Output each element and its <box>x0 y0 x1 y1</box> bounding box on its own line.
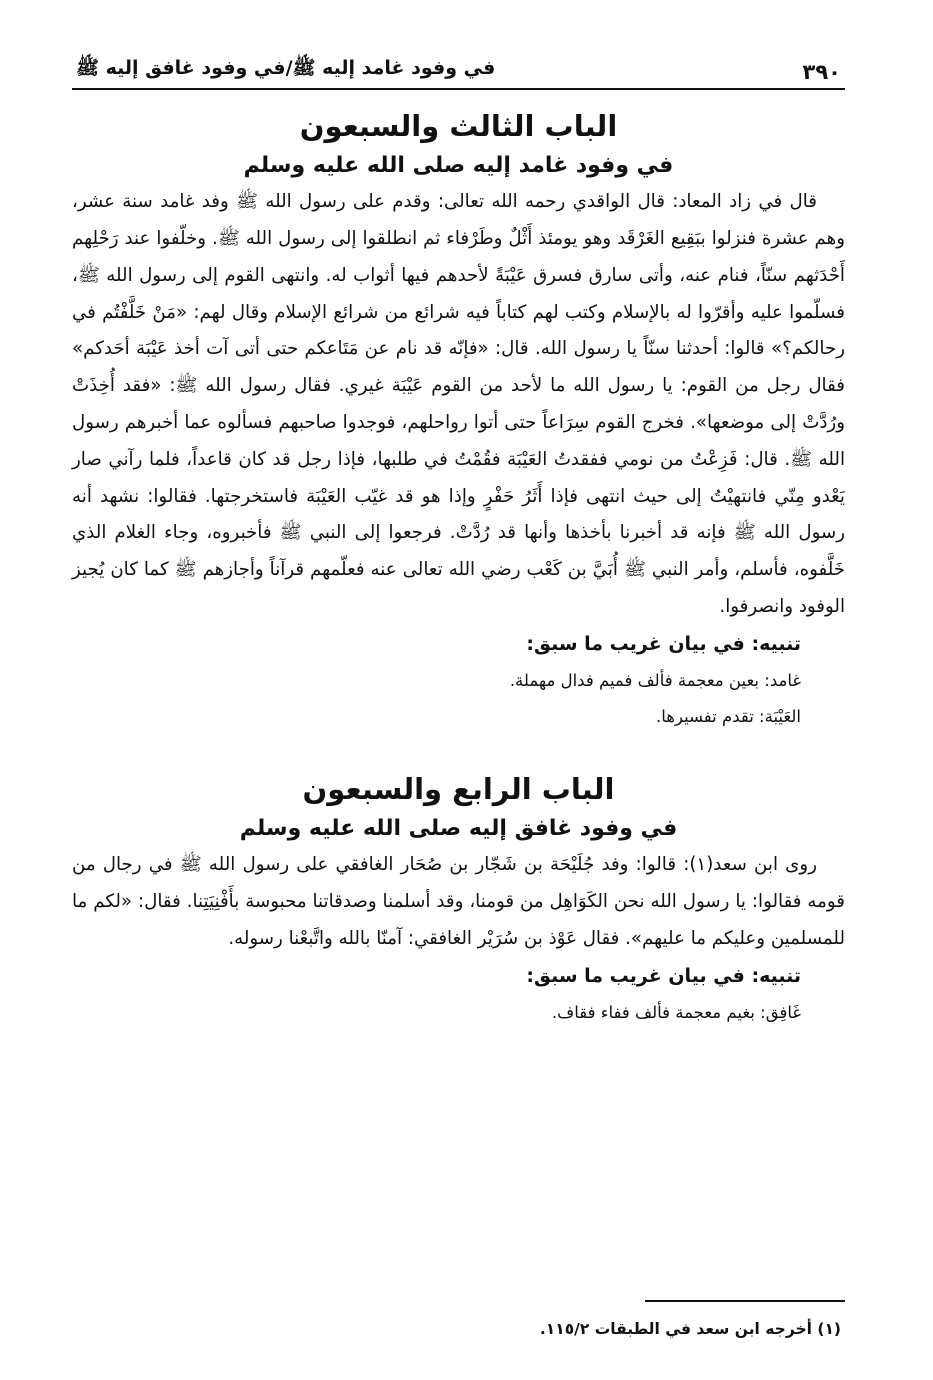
chapter-74-body: روى ابن سعد(١): قالوا: وفد جُلَيْحَة بن شَجّار بن صُحَار الغافقي على رسول الله ﷺ في رجال من قومه فقالوا: يا رسول الله نحن الكَوَاهِل من قومنا، وقد أسلمنا وصدقاتنا محبوسة بأَفْنِيَتِنا. فقال: «لكم ما للمسلمين وعليكم ما عليهم». فقال عَوْذ بن سُرَيْر الغافقي: آمنّا بالله واتَّبعْنا رسوله. <box>72 854 845 949</box>
footnote-divider <box>645 1300 845 1302</box>
chapter-73-title: الباب الثالث والسبعون <box>299 109 618 143</box>
footnote: (١) أخرجه ابن سعد في الطبقات ١١٥/٢. <box>539 1320 841 1338</box>
chapter-74-notes <box>72 958 845 1031</box>
chapter-73-note-ayba: العَيْبَة: تقدم تفسيرها. <box>656 706 801 726</box>
section-spacer <box>72 735 845 771</box>
chapter-74 <box>72 771 845 1031</box>
running-title: في وفود غامد إليه ﷺ/في وفود غافق إليه ﷺ <box>76 57 496 79</box>
chapter-73-subtitle: في وفود غامد إليه صلى الله عليه وسلم <box>243 152 674 178</box>
chapter-73-note-heading: تنبيه: في بيان غريب ما سبق: <box>526 632 801 655</box>
chapter-73-body: قال في زاد المعاد: قال الواقدي رحمه الله تعالى: وقدم على رسول الله ﷺ وفد غامد سنة عشر، وهم عشرة فنزلوا ببَقِيع الغَرْقَد وهو يومئذ أَثْلٌ وطَرْفاء ثم انطلقوا إلى رسول الله ﷺ. وخلّفوا عند رَحْلِهم أَحْدَثهم سنّاً، فنام عنه، وأتى سارق فسرق عَيْبَةً لأحدهم فيها أثواب له. وانتهى القوم إلى رسول الله ﷺ، فسلّموا عليه وأقرّوا له بالإسلام وكتب لهم كتاباً فيه شرائع من شرائع الإسلام وقال لهم: «مَنْ خَلَّفْتُم في رحالكم؟» قالوا: أحدثنا سنّاً يا رسول الله. قال: «فإنّه قد نام عن مَتَاعكم حتى أتى آت أخذ عَيْبَة أحَدكم» فقال رجل من القوم: يا رسول الله ما لأحد من القوم عَيْبَة غيري. فقال رسول الله ﷺ: «فقد أُخِذَتْ ورُدَّتْ إلى موضعها». فخرج القوم سِرَاعاً حتى أتوا رواحلهم، فوجدوا صاحبهم فسألوه عما أخبرهم رسول الله ﷺ. قال: فَزِعْتُ من نومي ففقدتُ العَيْبَة فقُمْتُ في طلبها، فإذا رجل قد كان قاعداً، فلما رآني صار يَعْدو مِنّي فانتهيْتُ إلى حيث انتهى فإذا أَثَرُ حَفْرٍ وإذا هو قد غيّب العَيْبَة فاستخرجتها. فقالوا: نشهد أنه رسول الله ﷺ فإنه قد أخبرنا بأخذها وأنها قد رُدَّتْ. فرجعوا إلى النبي ﷺ فأخبروه، وجاء الغلام الذي خَلَّفوه، فأسلم، وأمر النبي ﷺ أُبَيَّ بن كَعْب رضي الله تعالى عنه فعلّمهم قرآناً وأجازهم ﷺ كما كان يُجيز الوفود وانصرفوا. <box>72 191 845 618</box>
chapter-73-note-ghamid: غامد: بعين معجمة فألف فميم فدال مهملة. <box>509 670 801 690</box>
page-number: ٣٩٠ <box>802 60 841 84</box>
chapter-74-subtitle: في وفود غافق إليه صلى الله عليه وسلم <box>239 815 678 841</box>
chapter-74-note-heading: تنبيه: في بيان غريب ما سبق: <box>526 964 801 987</box>
chapter-74-note-ghafiq: غَافِق: بغيم معجمة فألف ففاء فقاف. <box>551 1002 801 1022</box>
book-page <box>72 52 845 1360</box>
chapter-73 <box>72 108 845 735</box>
running-header <box>72 52 845 90</box>
chapter-73-notes <box>72 626 845 735</box>
chapter-74-title: الباب الرابع والسبعون <box>302 771 615 806</box>
